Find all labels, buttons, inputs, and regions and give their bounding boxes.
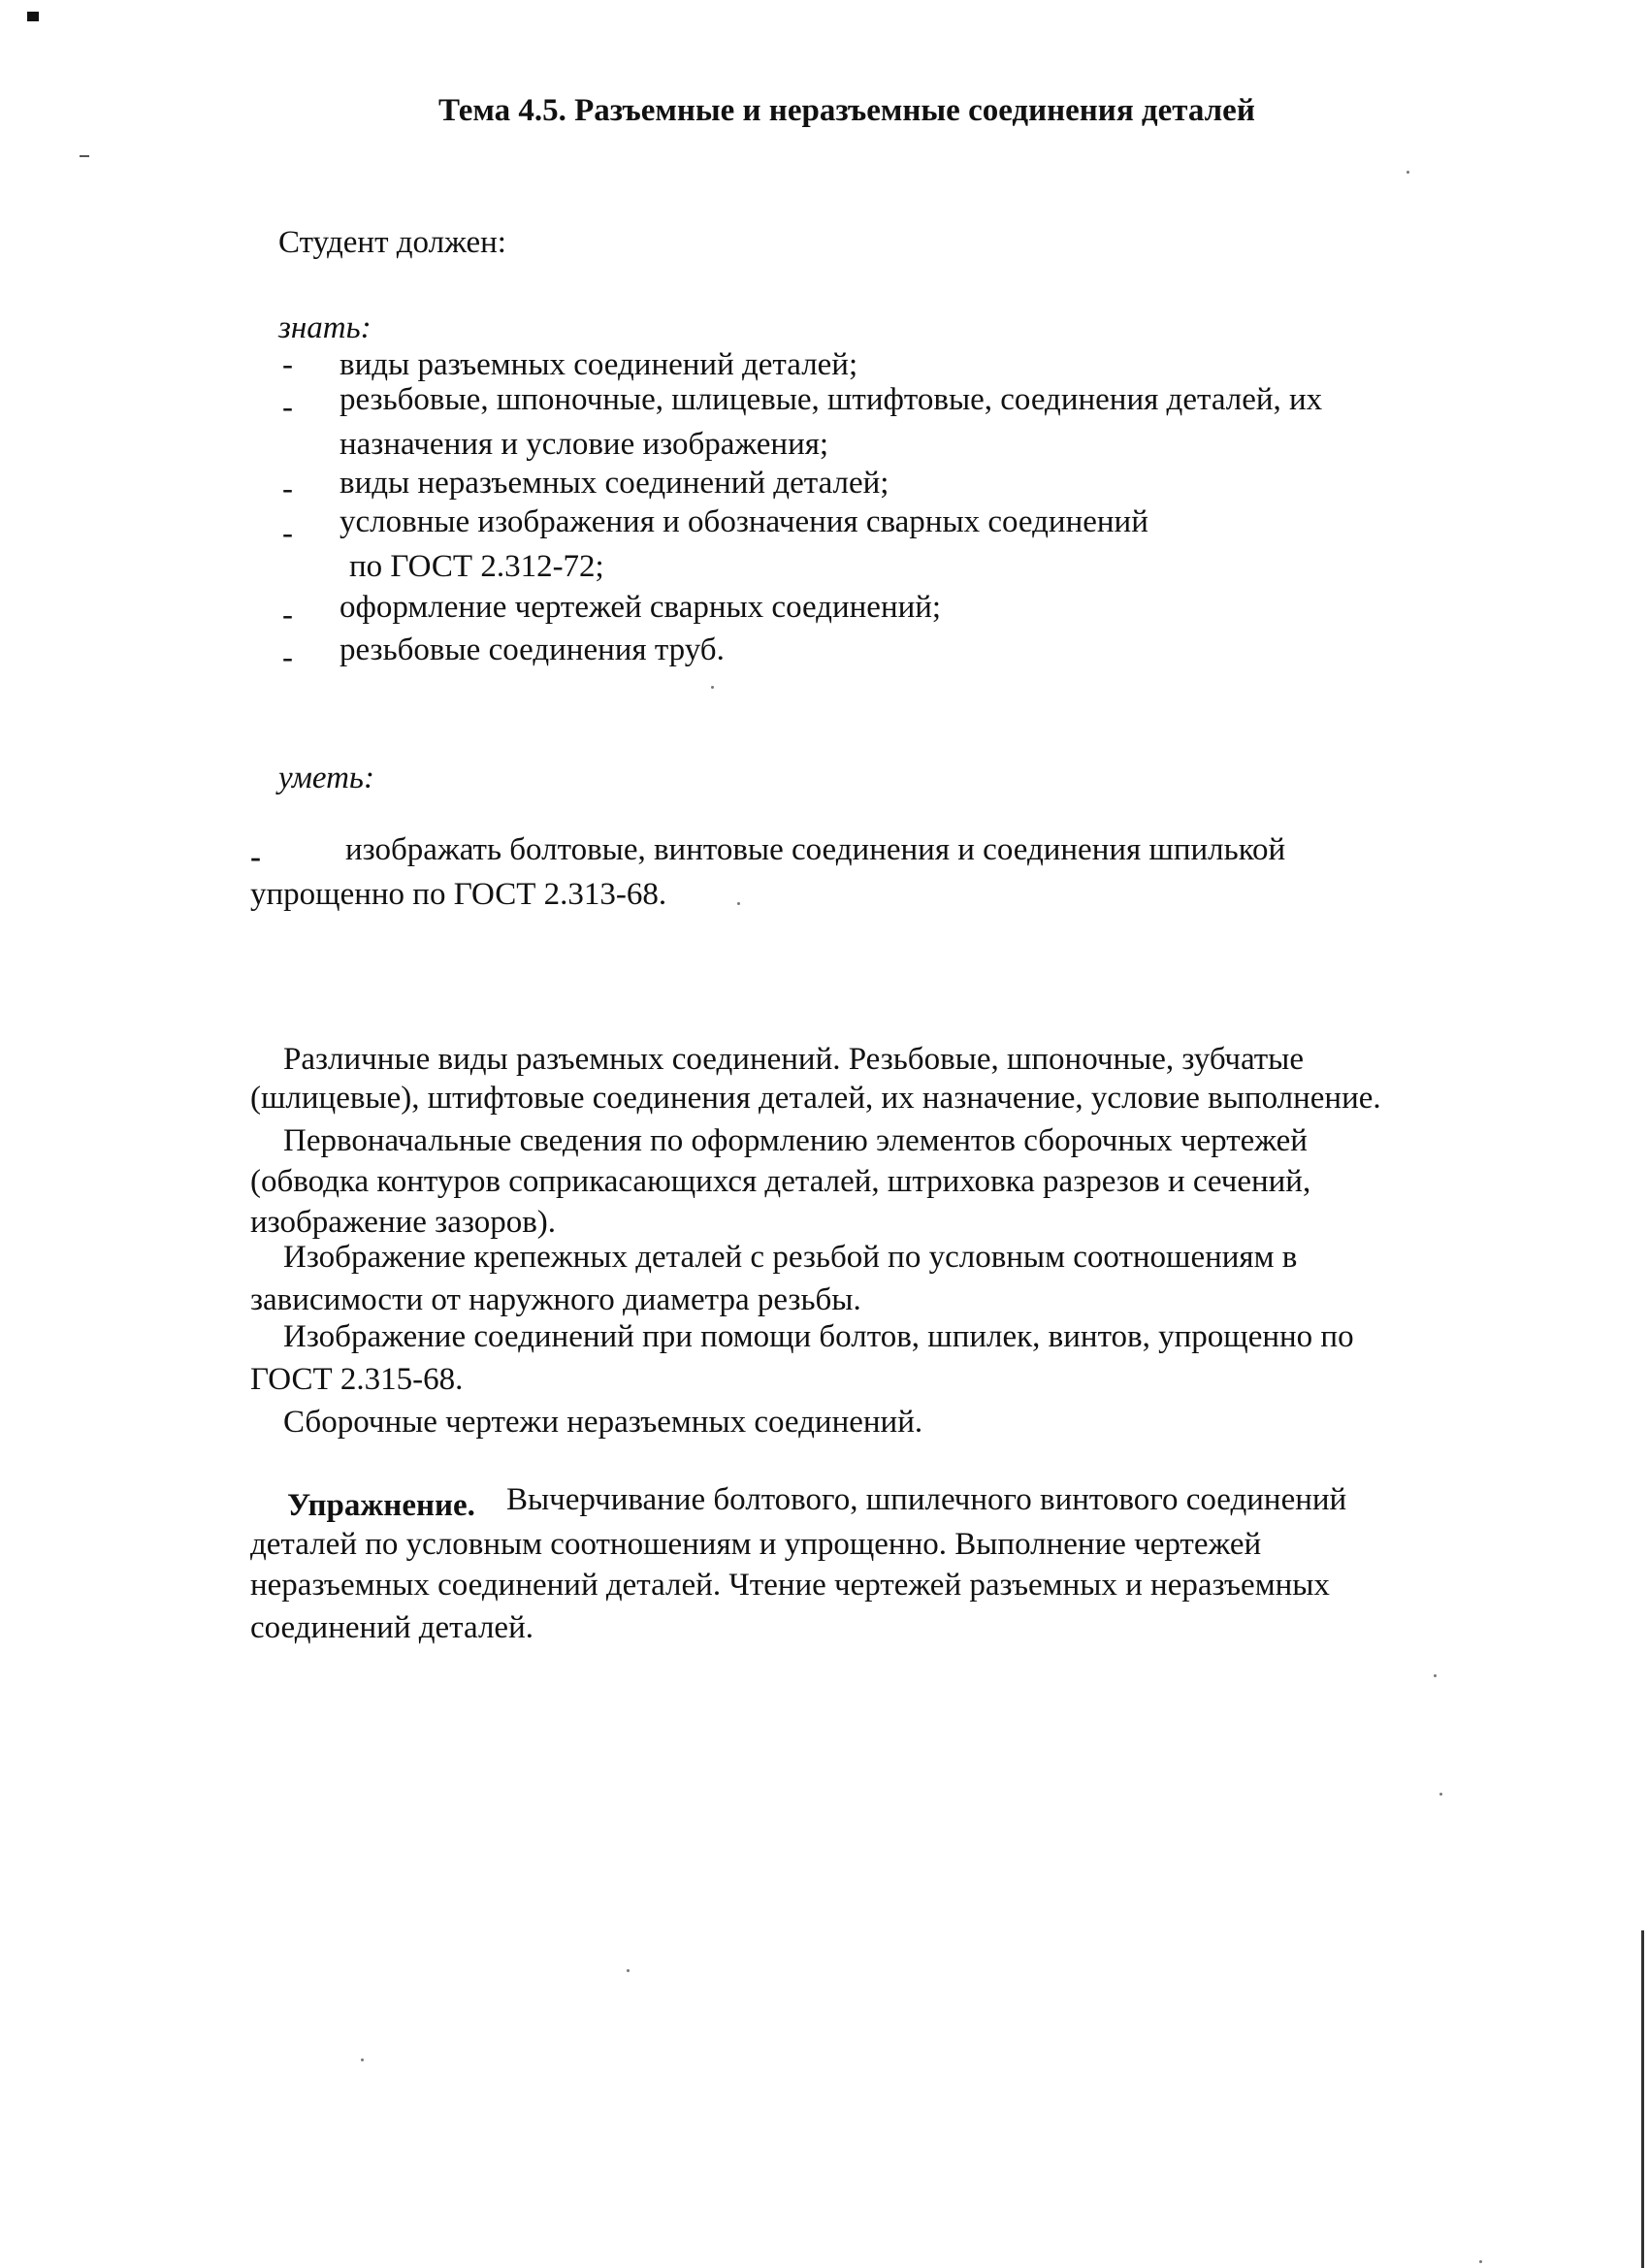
can-item-continuation: упрощенно по ГОСТ 2.313-68. (250, 877, 667, 912)
list-dash: - (250, 840, 261, 875)
content-line: Сборочные чертежи неразъемных соединений. (283, 1405, 923, 1440)
can-item: изображать болтовые, винтовые соединения и соединения шпилькой (345, 832, 1286, 867)
content-line: зависимости от наружного диаметра резьбы. (250, 1282, 861, 1317)
content-line: ГОСТ 2.315-68. (250, 1362, 464, 1397)
content-line: (обводка контуров соприкасающихся деталей, штриховка разрезов и сечений, (250, 1164, 1311, 1199)
exercise-line: деталей по условным соотношениям и упрощенно. Выполнение чертежей (250, 1527, 1262, 1562)
know-item: виды неразъемных соединений деталей; (340, 466, 889, 501)
list-dash: - (282, 516, 293, 551)
know-item: резьбовые соединения труб. (340, 632, 725, 667)
scan-speck (1406, 171, 1409, 174)
scan-mark (80, 155, 89, 157)
list-dash: - (282, 390, 293, 425)
list-dash: - (282, 640, 293, 675)
list-dash: - (282, 598, 293, 632)
know-item: виды разъемных соединений деталей; (340, 347, 858, 382)
scan-speck (1439, 1793, 1442, 1796)
content-line: Первоначальные сведения по оформлению элементов сборочных чертежей (283, 1123, 1308, 1158)
can-label: уметь: (278, 761, 374, 795)
exercise-label: Упражнение. (287, 1488, 475, 1523)
know-item-continuation: по ГОСТ 2.312-72; (349, 549, 604, 584)
scan-speck (1479, 2260, 1482, 2263)
know-item-continuation: назначения и условие изображения; (340, 427, 829, 462)
exercise-line: неразъемных соединений деталей. Чтение чертежей разъемных и неразъемных (250, 1568, 1330, 1603)
scan-speck (627, 1969, 630, 1972)
scan-speck (1434, 1674, 1437, 1677)
content-line: Изображение крепежных деталей с резьбой по условным соотношениям в (283, 1240, 1298, 1275)
scan-edge (1641, 1930, 1644, 2268)
exercise-line: Вычерчивание болтового, шпилечного винтового соединений (506, 1482, 1347, 1517)
scan-mark (27, 12, 39, 21)
know-item: оформление чертежей сварных соединений; (340, 590, 942, 625)
list-dash: - (282, 471, 293, 506)
content-line: Различные виды разъемных соединений. Резьбовые, шпоночные, зубчатые (283, 1042, 1305, 1077)
scan-speck (737, 902, 740, 905)
content-line: (шлицевые), штифтовые соединения деталей, их назначение, условие выполнение. (250, 1081, 1381, 1116)
exercise-line: соединений деталей. (250, 1610, 534, 1645)
page-title: Тема 4.5. Разъемные и неразъемные соединения деталей (438, 93, 1255, 128)
scan-speck (711, 686, 714, 689)
scan-speck (361, 2058, 364, 2061)
know-item: резьбовые, шпоночные, шлицевые, штифтовые, соединения деталей, их (340, 382, 1323, 417)
content-line: изображение зазоров). (250, 1205, 557, 1240)
know-item: условные изображения и обозначения сварных соединений (340, 504, 1148, 539)
list-dash: - (282, 347, 293, 382)
content-line: Изображение соединений при помощи болтов, шпилек, винтов, упрощенно по (283, 1319, 1354, 1354)
intro-text: Студент должен: (278, 225, 506, 260)
know-label: знать: (278, 310, 372, 345)
